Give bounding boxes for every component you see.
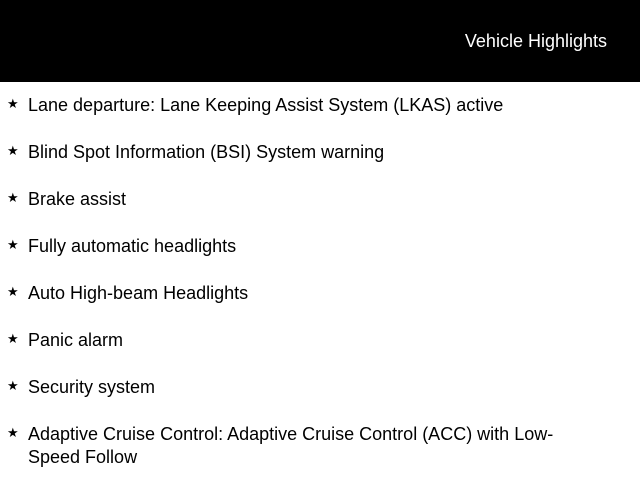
list-item-text: Lane departure: Lane Keeping Assist System (LKAS) active [28,95,504,115]
list-item [0,282,640,305]
star-bullet-icon: ★ [7,425,19,440]
list-item-text: Panic alarm [28,330,124,350]
list-item [0,94,640,117]
star-bullet-icon: ★ [7,378,19,393]
page-title: Vehicle Highlights [464,31,607,51]
list-item [0,423,640,469]
list-item-text: Brake assist [28,189,127,209]
star-bullet-icon: ★ [7,284,19,299]
star-bullet-icon: ★ [7,331,19,346]
list-item-text: Adaptive Cruise Control: Adaptive Cruise Control (ACC) with Low-Speed Follow [28,424,554,467]
list-item-text: Auto High-beam Headlights [28,283,249,303]
list-item [0,376,640,399]
star-bullet-icon: ★ [7,190,19,205]
list-item [0,141,640,164]
star-bullet-icon: ★ [7,96,19,111]
list-item-text: Security system [28,377,156,397]
list-item-text: Fully automatic headlights [28,236,237,256]
highlights-list [0,94,640,493]
header-bar [0,0,640,82]
star-bullet-icon: ★ [7,143,19,158]
list-item [0,329,640,352]
list-item [0,235,640,258]
star-bullet-icon: ★ [7,237,19,252]
list-item [0,188,640,211]
list-item-text: Blind Spot Information (BSI) System warning [28,142,385,162]
